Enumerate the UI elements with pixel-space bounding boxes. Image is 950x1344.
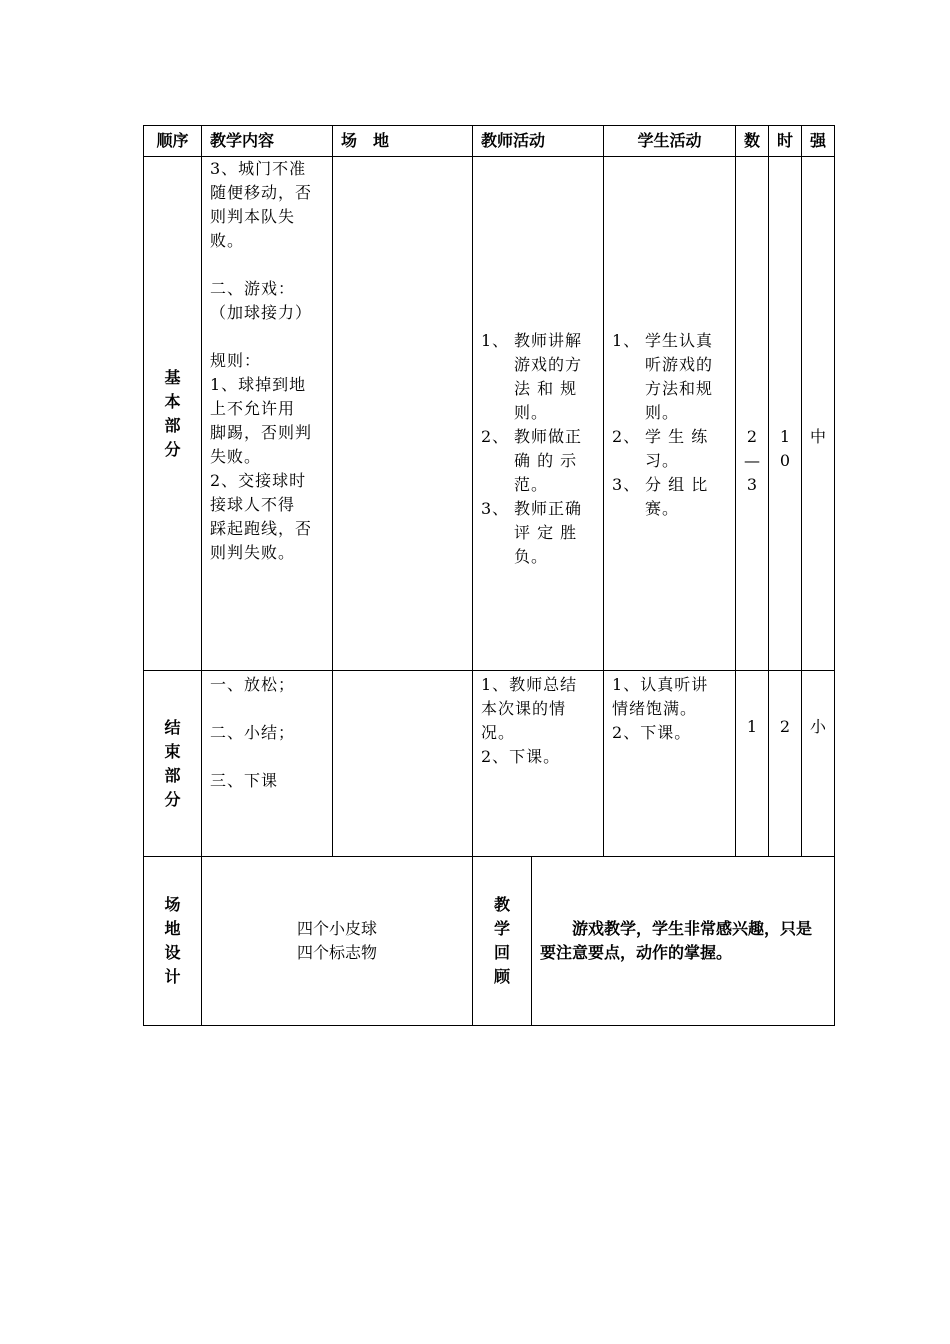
design-row	[144, 857, 835, 1026]
header-intensity: 强	[802, 126, 835, 157]
ending-teacher-activity: 1、教师总结 本次课的情 况。 2、下课。	[473, 671, 604, 857]
ending-row	[144, 671, 835, 857]
header-student: 学生活动	[604, 126, 736, 157]
basic-section-label: 基 本 部 分	[144, 157, 202, 671]
basic-row	[144, 157, 835, 671]
basic-time: 1 0	[769, 157, 802, 671]
header-content: 教学内容	[202, 126, 333, 157]
design-items: 四个小皮球 四个标志物	[202, 857, 473, 1026]
lesson-plan-table	[143, 125, 835, 1026]
ending-venue	[333, 671, 473, 857]
header-venue: 场 地	[333, 126, 473, 157]
ending-student-activity: 1、认真听讲 情绪饱满。 2、下课。	[604, 671, 736, 857]
header-teacher: 教师活动	[473, 126, 604, 157]
basic-count: 2 — 3	[736, 157, 769, 671]
header-time: 时	[769, 126, 802, 157]
design-section-label: 场 地 设 计	[144, 857, 202, 1026]
basic-teacher-activity: 1、 教师讲解 游戏的方 法 和 规 则。 2、 教师做正 确 的 示 范。 3、 教师正确 评 定 胜 负。	[473, 157, 604, 671]
ending-count: 1	[736, 671, 769, 857]
review-label: 教 学 回 顾	[473, 857, 532, 1026]
basic-content: 3、城门不准 随便移动，否 则判本队失 败。 二、游戏： （加球接力） 规则： 1、球掉到地 上不允许用 脚踢，否则判 失败。 2、交接球时 接球人不得 踩起跑线，否 则判失败。	[202, 157, 333, 671]
ending-content: 一、放松； 二、小结； 三、下课	[202, 671, 333, 857]
basic-venue	[333, 157, 473, 671]
ending-intensity: 小	[802, 671, 835, 857]
ending-section-label: 结 束 部 分	[144, 671, 202, 857]
header-row	[144, 126, 835, 157]
basic-intensity: 中	[802, 157, 835, 671]
review-text: 游戏教学，学生非常感兴趣，只是要注意要点，动作的掌握。	[532, 857, 835, 1026]
ending-time: 2	[769, 671, 802, 857]
header-count: 数	[736, 126, 769, 157]
basic-student-activity: 1、 学生认真 听游戏的 方法和规 则。 2、 学 生 练 习。 3、 分 组 比 赛。	[604, 157, 736, 671]
header-order: 顺序	[144, 126, 202, 157]
